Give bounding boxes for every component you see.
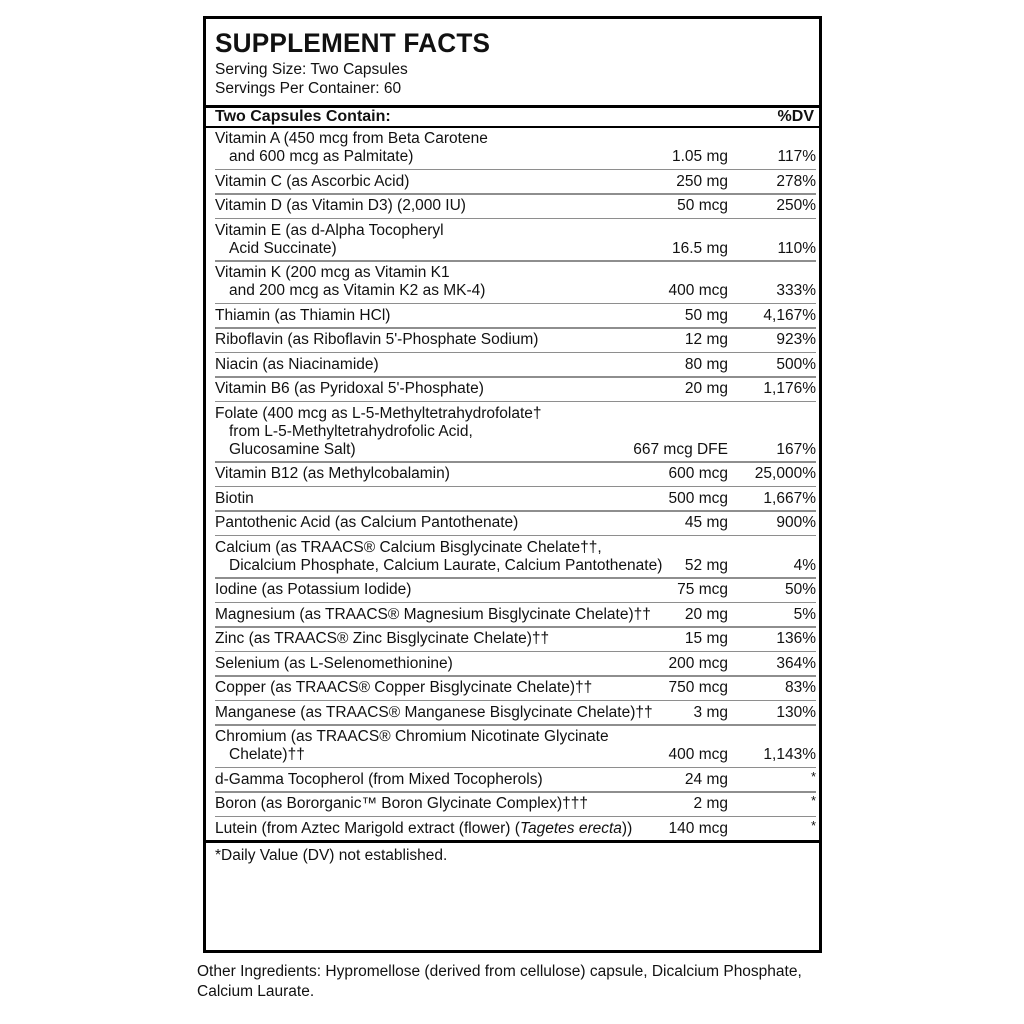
nutrient-name <box>215 628 588 651</box>
nutrient-label: Riboflavin (as Riboflavin 5'-Phosphate Sodium) <box>215 331 539 349</box>
nutrient-daily-value: 278% <box>776 172 816 190</box>
nutrient-daily-value: 500% <box>776 355 816 373</box>
nutrient-label: Thiamin (as Thiamin HCl) <box>215 306 391 324</box>
nutrient-name <box>215 677 593 700</box>
nutrient-name <box>215 768 588 791</box>
nutrient-label: Vitamin B6 (as Pyridoxal 5'-Phosphate) <box>215 380 484 398</box>
asterisk-marker: * <box>810 793 816 809</box>
nutrient-daily-value: 130% <box>776 703 816 721</box>
table-row <box>215 304 816 327</box>
nutrient-label: d-Gamma Tocopherol (from Mixed Tocopherols) <box>215 770 543 788</box>
nutrient-amount: 200 mcg <box>668 654 728 672</box>
table-row <box>215 353 816 376</box>
column-header-amount <box>588 108 728 126</box>
nutrient-label: Iodine (as Potassium Iodide) <box>215 581 412 599</box>
nutrient-name <box>215 195 588 218</box>
nutrient-amount: 52 mg <box>684 556 728 574</box>
table-row <box>215 726 816 767</box>
table-row <box>215 262 816 303</box>
nutrient-amount: 600 mcg <box>668 465 728 483</box>
page-title: SUPPLEMENT FACTS <box>215 28 491 58</box>
nutrient-name <box>215 128 588 169</box>
nutrient-daily-value: 1,667% <box>763 489 816 507</box>
table-row <box>215 652 816 675</box>
nutrient-amount: 400 mcg <box>668 282 728 300</box>
nutrient-name <box>215 402 588 461</box>
nutrient-label-continued: Glucosamine Salt) <box>229 440 356 458</box>
table-row <box>215 628 816 651</box>
servings-per-container: Servings Per Container: 60 <box>215 79 402 97</box>
nutrient-label: Vitamin A (450 mcg from Beta Carotene <box>215 130 488 148</box>
nutrient-label: Copper (as TRAACS® Copper Bisglycinate Chelate)†† <box>215 679 593 697</box>
column-header-dv: %DV <box>777 107 814 125</box>
nutrient-amount: 45 mg <box>684 514 728 532</box>
nutrient-daily-value <box>728 793 816 816</box>
nutrient-amount: 75 mcg <box>677 581 728 599</box>
nutrient-daily-value <box>728 768 816 791</box>
nutrient-daily-value: 25,000% <box>754 465 816 483</box>
nutrient-name <box>215 536 663 577</box>
nutrient-amount: 750 mcg <box>668 679 728 697</box>
nutrient-rows-table <box>215 128 816 841</box>
table-row <box>215 195 816 218</box>
table-row <box>215 219 816 260</box>
table-row <box>215 677 816 700</box>
table-row <box>215 536 816 577</box>
nutrient-label: Calcium (as TRAACS® Calcium Bisglycinate Chelate††, <box>215 538 602 556</box>
nutrient-label-continued: from L-5-Methyltetrahydrofolic Acid, <box>229 422 473 440</box>
nutrient-amount: 20 mg <box>684 380 728 398</box>
table-row <box>215 768 816 791</box>
nutrient-amount: 16.5 mg <box>671 239 728 257</box>
table-header-row <box>215 108 816 126</box>
nutrient-label: Pantothenic Acid (as Calcium Pantothenate) <box>215 514 519 532</box>
nutrient-label: Folate (400 mcg as L-5-Methyltetrahydrofolate† <box>215 404 542 422</box>
nutrient-amount: 140 mcg <box>668 819 728 837</box>
nutrition-table <box>215 108 816 126</box>
nutrient-label: Boron (as Bororganic™ Boron Glycinate Complex)††† <box>215 795 589 813</box>
table-row <box>215 512 816 535</box>
nutrient-amount: 400 mcg <box>668 746 728 764</box>
nutrient-amount: 2 mg <box>693 795 728 813</box>
nutrient-label-continued: Dicalcium Phosphate, Calcium Laurate, Calcium Pantothenate) <box>229 556 663 574</box>
nutrient-label: Selenium (as L-Selenomethionine) <box>215 654 453 672</box>
daily-value-footnote: *Daily Value (DV) not established. <box>215 847 448 865</box>
table-row <box>215 378 816 401</box>
nutrient-amount: 1.05 mg <box>671 148 728 166</box>
nutrient-daily-value: 333% <box>776 282 816 300</box>
other-ingredients <box>197 962 837 1003</box>
nutrient-label: Magnesium (as TRAACS® Magnesium Bisglycinate Chelate)†† <box>215 605 651 623</box>
nutrient-name <box>215 353 588 376</box>
nutrient-name <box>215 726 609 767</box>
nutrient-daily-value: 1,143% <box>763 746 816 764</box>
nutrient-label: Biotin <box>215 489 254 507</box>
other-ingredients-line-2: Calcium Laurate. <box>197 983 315 1001</box>
table-row <box>215 701 816 724</box>
nutrient-label: Vitamin C (as Ascorbic Acid) <box>215 172 410 190</box>
table-row <box>215 487 816 510</box>
nutrient-amount: 15 mg <box>684 630 728 648</box>
nutrient-daily-value: 364% <box>776 654 816 672</box>
nutrient-daily-value: 83% <box>784 679 816 697</box>
nutrient-name <box>215 701 653 724</box>
nutrient-daily-value: 110% <box>777 239 816 257</box>
nutrient-daily-value: 923% <box>776 331 816 349</box>
nutrient-daily-value: 4,167% <box>763 306 816 324</box>
nutrient-name <box>215 170 588 193</box>
table-row <box>215 603 816 626</box>
table-row <box>215 402 816 461</box>
nutrient-label-continued: and 200 mcg as Vitamin K2 as MK-4) <box>229 282 486 300</box>
nutrient-daily-value: 50% <box>784 581 816 599</box>
nutrient-label-continued: Chelate)†† <box>229 746 305 764</box>
nutrient-label-continued: Acid Succinate) <box>229 239 337 257</box>
column-header-name: Two Capsules Contain: <box>215 107 391 125</box>
nutrient-amount: 12 mg <box>684 331 728 349</box>
nutrient-name <box>215 304 588 327</box>
asterisk-marker: * <box>810 768 816 784</box>
nutrient-name <box>215 329 588 352</box>
nutrient-name <box>215 793 588 816</box>
nutrient-label: Vitamin E (as d-Alpha Tocopheryl <box>215 221 444 239</box>
nutrient-daily-value: 117% <box>777 148 816 166</box>
nutrient-daily-value: 167% <box>776 440 816 458</box>
nutrient-daily-value: 4% <box>793 556 816 574</box>
nutrient-label: Chromium (as TRAACS® Chromium Nicotinate Glycinate <box>215 728 609 746</box>
nutrient-daily-value: 250% <box>776 197 816 215</box>
nutrient-name <box>215 603 651 626</box>
table-row <box>215 579 816 602</box>
species-name: Tagetes erecta <box>519 819 622 837</box>
nutrient-name <box>215 652 588 675</box>
supplement-facts-panel <box>203 16 822 953</box>
nutrient-label: Zinc (as TRAACS® Zinc Bisglycinate Chelate)†† <box>215 630 550 648</box>
table-row <box>215 170 816 193</box>
nutrient-amount: 3 mg <box>693 703 728 721</box>
nutrient-name <box>215 487 588 510</box>
nutrient-daily-value: 136% <box>776 630 816 648</box>
table-row <box>215 817 816 840</box>
nutrient-name <box>215 262 588 303</box>
table-row <box>215 329 816 352</box>
table-row <box>215 463 816 486</box>
table-row <box>215 793 816 816</box>
nutrient-daily-value: 900% <box>776 514 816 532</box>
other-ingredients-line-1: Other Ingredients: Hypromellose (derived from cellulose) capsule, Dicalcium Phosphate, <box>197 963 802 980</box>
nutrient-daily-value: 5% <box>793 605 816 623</box>
nutrient-amount: 50 mcg <box>677 197 728 215</box>
nutrient-label: Manganese (as TRAACS® Manganese Bisglycinate Chelate)†† <box>215 703 653 721</box>
nutrient-name <box>215 378 588 401</box>
nutrient-daily-value: 1,176% <box>763 380 816 398</box>
nutrient-amount: 24 mg <box>684 770 728 788</box>
nutrient-amount: 667 mcg DFE <box>633 440 728 458</box>
nutrient-name <box>215 512 588 535</box>
nutrient-label: Vitamin K (200 mcg as Vitamin K1 <box>215 264 450 282</box>
asterisk-marker: * <box>810 817 816 833</box>
nutrient-label-continued: and 600 mcg as Palmitate) <box>229 148 414 166</box>
nutrient-label: Vitamin D (as Vitamin D3) (2,000 IU) <box>215 197 466 215</box>
nutrient-amount: 20 mg <box>684 605 728 623</box>
nutrient-amount: 50 mg <box>684 306 728 324</box>
nutrient-label: Niacin (as Niacinamide) <box>215 355 379 373</box>
table-row <box>215 128 816 169</box>
nutrient-daily-value <box>728 817 816 840</box>
nutrient-name: Lutein (from Aztec Marigold extract (flower) (Tagetes erecta)) <box>215 819 633 837</box>
nutrient-name <box>215 463 588 486</box>
nutrient-name <box>215 579 588 602</box>
nutrient-amount: 80 mg <box>684 355 728 373</box>
serving-size: Serving Size: Two Capsules <box>215 61 408 78</box>
nutrient-amount: 500 mcg <box>668 489 728 507</box>
nutrient-amount: 250 mg <box>676 172 728 190</box>
nutrient-label: Vitamin B12 (as Methylcobalamin) <box>215 465 450 483</box>
nutrient-name <box>215 219 588 260</box>
